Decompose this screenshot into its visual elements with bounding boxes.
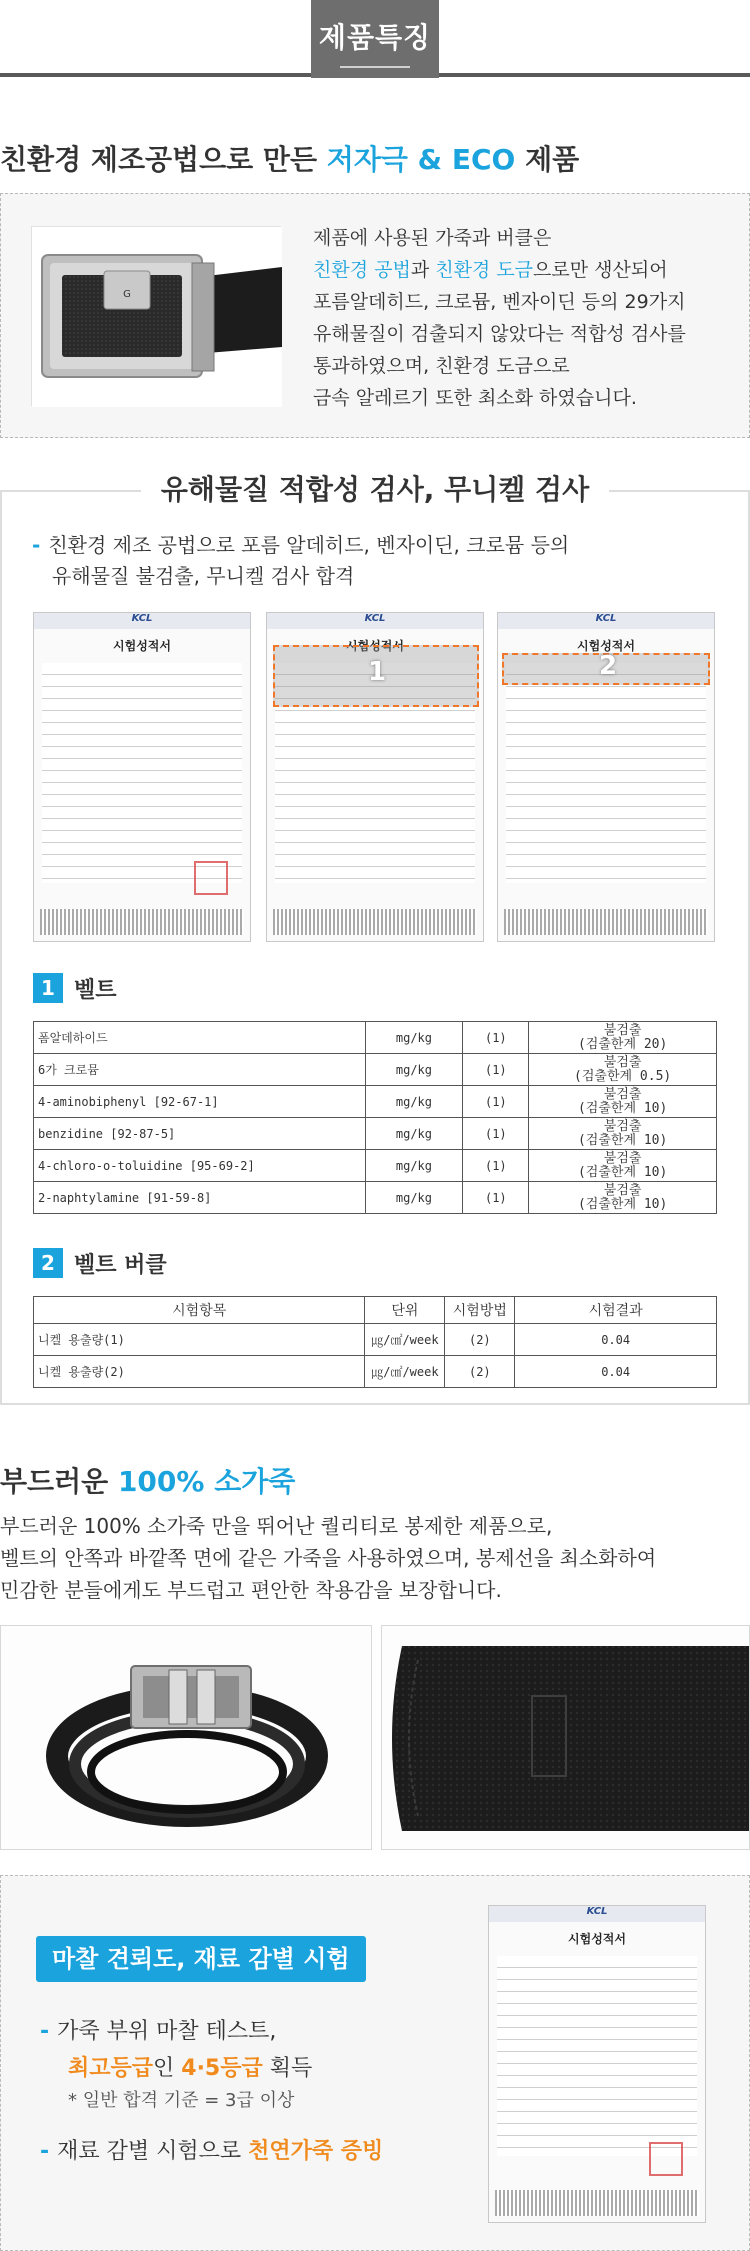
highlight-marker-1: 1	[367, 657, 387, 687]
buckle-results-table	[33, 1296, 717, 1388]
hazard-description: - 친환경 제조 공법으로 포름 알데히드, 벤자이딘, 크로뮴 등의 유해물질 불검출, 무니켈 검사 합격	[32, 533, 570, 588]
section-header	[0, 0, 750, 80]
table-row: 4-aminobiphenyl [92-67-1] mg/kg (1) 불검출 (검출한계 10)	[34, 1086, 717, 1118]
buckle-photo	[31, 226, 281, 406]
certificate-title: 시험성적서	[568, 1932, 626, 1946]
belt-heading: 벨트	[74, 978, 117, 1003]
friction-results: - 가죽 부위 마찰 테스트, 최고등급인 4·5등급 획득 * 일반 합격 기준 = 3급 이상 - 재료 감별 시험으로 천연가죽 증빙	[40, 2014, 460, 2165]
certificate-2	[266, 612, 484, 942]
table-row: benzidine [92-87-5] mg/kg (1) 불검출 (검출한계 10)	[34, 1118, 717, 1150]
table-row: 2-naphtylamine [91-59-8] mg/kg (1) 불검출 (검출한계 10)	[34, 1182, 717, 1214]
belt-closeup-illustration	[382, 1626, 750, 1850]
kcl-logo: KCL	[34, 613, 250, 629]
badge-1: 1	[33, 973, 63, 1003]
friction-certificate	[488, 1905, 706, 2223]
certificate-1	[33, 612, 251, 942]
eco-box	[0, 193, 750, 438]
hazard-title: 유해물질 적합성 검사, 무니켈 검사	[141, 468, 609, 508]
svg-text:G: G	[123, 289, 131, 300]
belt-results-table	[33, 1021, 717, 1214]
certificate-3	[497, 612, 715, 942]
belt-closeup-photo	[381, 1625, 750, 1850]
table-row: 니켈 용출량(2) ㎍/㎠/week (2) 0.04	[34, 1356, 717, 1388]
highlight-marker-2: 2	[598, 651, 618, 681]
buckle-heading: 벨트 버클	[74, 1253, 167, 1278]
header-tab-underline	[340, 66, 410, 68]
table-row: 4-chloro-o-toluidine [95-69-2] mg/kg (1) 불검출 (검출한계 10)	[34, 1150, 717, 1182]
eco-description: 제품에 사용된 가죽과 버클은 친환경 공법과 친환경 도금으로만 생산되어 포름알데히드, 크로뮴, 벤자이딘 등의 29가지 유해물질이 검출되지 않았다는 적합성 검사를 통과하였으며, 친환경 도금으로 금속 알레르기 또한 최소화 하였습니다.	[313, 227, 686, 409]
table-row: 니켈 용출량(1) ㎍/㎠/week (2) 0.04	[34, 1324, 717, 1356]
seal-stamp	[649, 2142, 683, 2176]
kcl-logo: KCL	[267, 613, 483, 629]
header-tab-label: 제품특징	[318, 21, 432, 54]
header-tab	[311, 0, 439, 78]
table-row: 6가 크로뮴 mg/kg (1) 불검출 (검출한계 0.5)	[34, 1054, 717, 1086]
soft-leather-title: 부드러운 100% 소가죽	[0, 1465, 296, 1498]
buckle-illustration	[32, 227, 282, 407]
belt-coil-photo	[0, 1625, 372, 1850]
eco-title: 친환경 제조공법으로 만든 저자극 & ECO 제품	[0, 143, 580, 176]
belt-coil-illustration	[1, 1626, 372, 1850]
certificate-title: 시험성적서	[346, 639, 404, 653]
soft-leather-description: 부드러운 100% 소가죽 만을 뛰어난 퀄리티로 봉제한 제품으로, 벨트의 안쪽과 바깥쪽 면에 같은 가죽을 사용하였으며, 봉제선을 최소화하여 민감한 분들에게도 부드럽고 편안한 착용감을 보장합니다.	[0, 1514, 657, 1602]
friction-title-pill: 마찰 견뢰도, 재료 감별 시험	[36, 1936, 366, 1982]
kcl-logo: KCL	[498, 613, 714, 629]
badge-2: 2	[33, 1248, 63, 1278]
table-header-row: 시험항목 단위 시험방법 시험결과	[34, 1297, 717, 1324]
certificate-title: 시험성적서	[577, 639, 635, 653]
certificate-title: 시험성적서	[113, 639, 171, 653]
table-row: 폼알데하이드 mg/kg (1) 불검출 (검출한계 20)	[34, 1022, 717, 1054]
kcl-logo: KCL	[489, 1906, 705, 1922]
seal-stamp	[194, 861, 228, 895]
friction-note: * 일반 합격 기준 = 3급 이상	[68, 2090, 295, 2111]
